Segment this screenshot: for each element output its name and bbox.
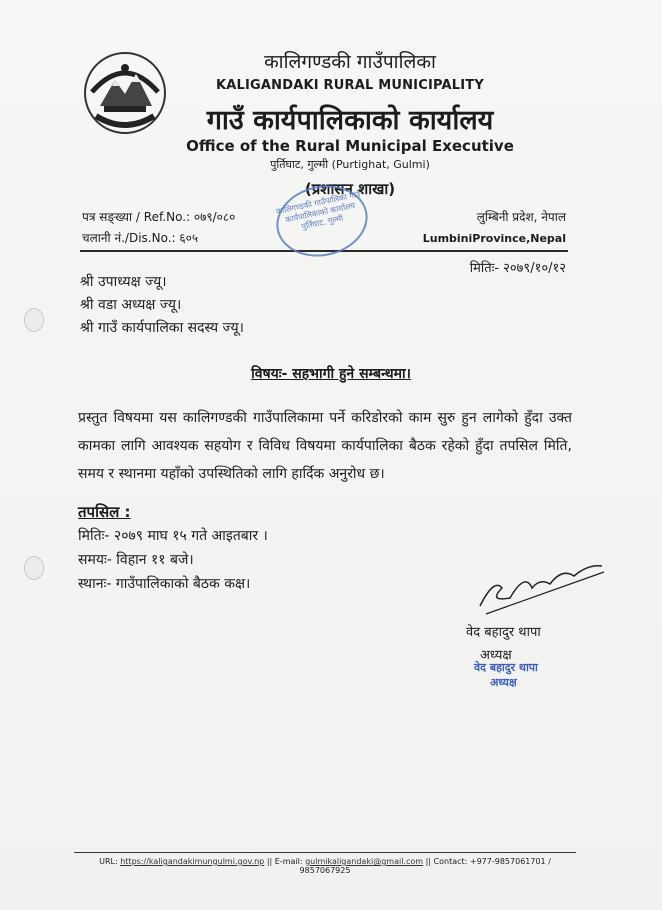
signer-position: अध्यक्ष <box>480 648 512 663</box>
email-link[interactable]: gulmikaligandaki@gmail.com <box>305 857 424 866</box>
letter-date: मितिः- २०७९/१०/१२ <box>469 261 566 276</box>
dispatch-number: चलानी नं./Dis.No.: ६०५ <box>82 231 199 245</box>
office-name-english: Office of the Rural Municipal Executive <box>186 137 514 155</box>
subject-text: विषयः- सहभागी हुने सम्बन्धमा। <box>251 366 411 382</box>
recipient-1: श्री उपाध्यक्ष ज्यू। <box>80 274 167 290</box>
footer-divider <box>74 852 576 853</box>
detail-date: मितिः- २०७९ माघ १५ गते आइतबार । <box>78 528 268 544</box>
province-nepali: लुम्बिनी प्रदेश, नेपाल <box>476 210 566 224</box>
detail-time: समयः- विहान ११ बजे। <box>78 552 194 568</box>
office-name-nepali: गाउँ कार्यपालिकाको कार्यालय <box>206 105 494 136</box>
signer-stamp-position: अध्यक्ष <box>490 676 517 689</box>
footer-email-label: || E-mail: <box>266 857 303 866</box>
footer-contact-text: || Contact: +977-9857061701 / 9857067925 <box>299 857 551 875</box>
branch-name: (प्रशासन शाखा) <box>304 180 396 198</box>
municipality-name-nepali: कालिगण्डकी गाउँपालिका <box>264 51 436 73</box>
subject-line <box>0 364 662 383</box>
detail-place: स्थानः- गाउँपालिकाको बैठक कक्ष। <box>78 576 251 592</box>
punch-hole <box>24 308 44 332</box>
details-title: तपसिल : <box>78 503 131 521</box>
recipient-3: श्री गाउँ कार्यपालिका सदस्य ज्यू। <box>80 320 244 336</box>
office-address: पुर्तिघाट, गुल्मी (Purtighat, Gulmi) <box>270 158 430 171</box>
municipality-name-english: KALIGANDAKI RURAL MUNICIPALITY <box>216 78 484 93</box>
punch-hole <box>24 556 44 580</box>
office-seal-stamp: कालिगण्डकी गाउँपालिका गाउँ कार्यपालिकाको कार्यालय पुर्तिघाट, गुल्मी <box>270 177 375 265</box>
province-english: LumbiniProvince,Nepal <box>422 232 566 245</box>
signer-name: वेद बहादुर थापा <box>466 625 541 640</box>
footer-contact <box>74 857 576 875</box>
body-paragraph: प्रस्तुत विषयमा यस कालिगण्डकी गाउँपालिकामा पर्ने करिडोरको काम सुरु हुन लागेको हुँदा उक्त कामका लागि आवश्यक सहयोग र विविध विषयमा कार्यपालिका बैठक रहेको हुँदा तपसिल मिति, समय र स्थानमा यहाँको उपस्थितिको लागि हार्दिक अनुरोध छ। <box>78 410 572 482</box>
footer-url-label: URL: <box>99 857 118 866</box>
signer-stamp-name: वेद बहादुर थापा <box>474 661 538 674</box>
handwritten-signature-icon <box>470 558 610 618</box>
website-link[interactable]: https://kaligandakimungulmi.gov.np <box>120 857 265 866</box>
recipient-2: श्री वडा अध्यक्ष ज्यू। <box>80 297 182 313</box>
ref-number: पत्र सङ्ख्या / Ref.No.: ०७९/०८० <box>82 210 236 224</box>
